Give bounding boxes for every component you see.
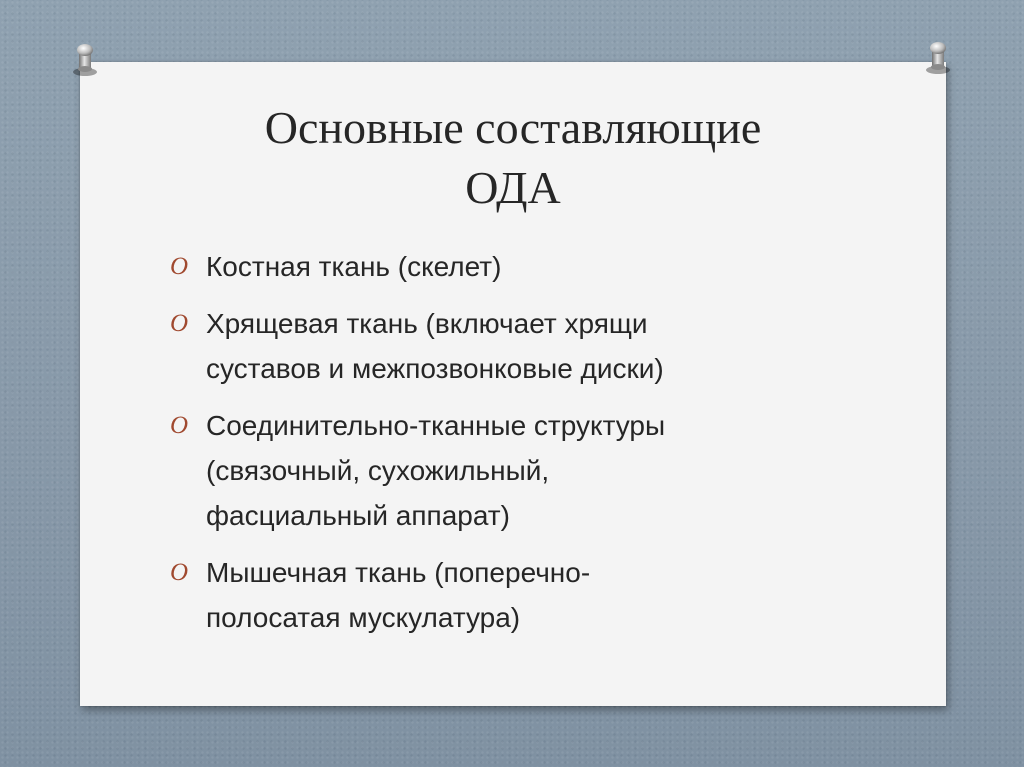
bullet-text: Хрящевая ткань (включает хрящи суставов и межпозвонковые диски)	[206, 308, 664, 384]
bullet-item-muscle-tissue	[168, 550, 868, 640]
bullet-marker-icon: O	[170, 253, 189, 280]
bullet-marker-icon: O	[170, 412, 189, 439]
bullet-marker-icon: O	[170, 559, 189, 586]
bullet-item-connective-structures	[168, 403, 868, 538]
bullet-text: Мышечная ткань (поперечно- полосатая мускулатура)	[206, 557, 591, 633]
slide-title-line-1: Основные составляющие	[264, 102, 762, 153]
bullet-marker-icon: O	[170, 310, 189, 337]
pushpin-left-icon	[71, 42, 99, 76]
pushpin-right-icon	[924, 40, 952, 74]
slide-title-line-2: ОДА	[465, 162, 561, 213]
bullet-text: Костная ткань (скелет)	[206, 251, 502, 282]
bullet-item-bone-tissue	[168, 244, 868, 289]
bullet-text: Соединительно-тканные структуры (связочный, сухожильный, фасциальный аппарат)	[206, 410, 666, 531]
slide-title	[80, 98, 946, 218]
bullet-list	[168, 244, 868, 652]
bullet-item-cartilage-tissue	[168, 301, 868, 391]
